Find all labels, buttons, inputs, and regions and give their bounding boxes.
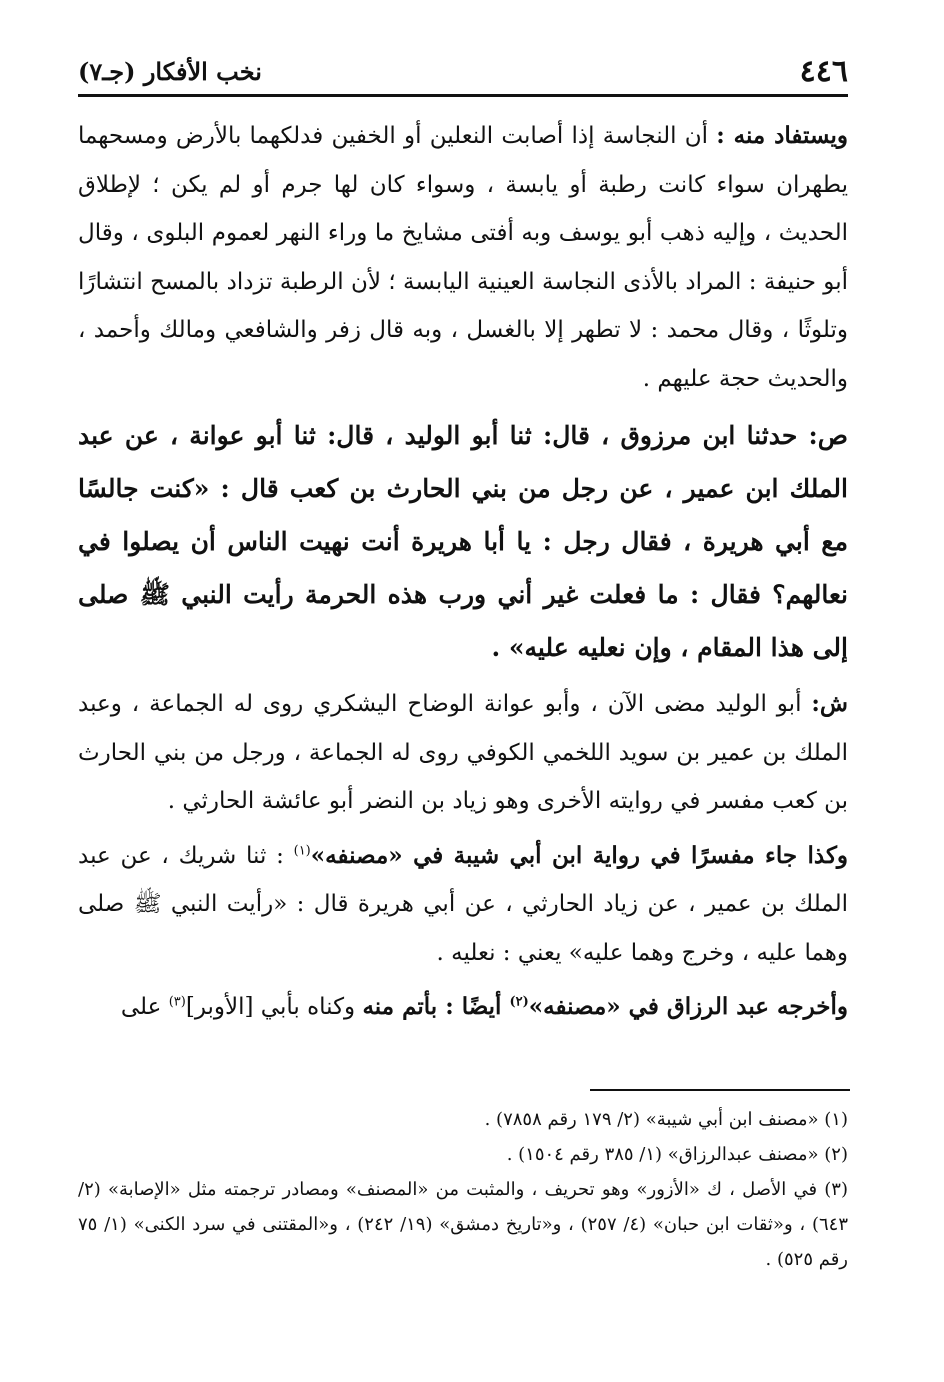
paragraph-abdurrazzaq [78,983,848,1032]
page-header [78,50,848,92]
paragraph-lead: وأخرجه عبد الرزاق في «مصنفه» [528,993,848,1020]
footnote-1: (١) «مصنف ابن أبي شيبة» (٢/ ١٧٩ رقم ٧٨٥٨) . [484,1109,848,1130]
footnote-ref[interactable]: (٢) [509,994,529,1010]
paragraph-lead: ش: [811,690,848,717]
header-rule [78,94,848,97]
paragraph-sharh [78,680,848,826]
paragraph-text: وكناه بأبي [الأوبر] [185,994,363,1020]
paragraph-text: أن النجاسة إذا أصابت النعلين أو الخفين فدلكهما بالأرض ومسحهما يطهران سواء كانت رطبة أو يابسة ، وسواء كان لها جرم أو لم يكن ؛ لإطلاق الحديث ، وإليه ذهب أبو يوسف وبه أفتى مشايخ ما وراء النهر لعموم البلوى ، وقال أبو حنيفة : المراد بالأذى النجاسة العينية اليابسة ؛ لأن الرطبة تزداد بالمسح انتشارًا وتلوثًا ، وقال محمد : لا تطهر إلا بالغسل ، وبه قال زفر والشافعي ومالك وأحمد ، والحديث حجة عليهم . [78,123,848,392]
paragraph-lead-2: أيضًا : بأتم منه [362,993,510,1020]
footnote-3: (٣) في الأصل ، ك «الأزور» وهو تحريف ، والمثبت من «المصنف» ومصادر ترجمته مثل «الإصابة» (٢/ ٦٤٣) ، و«ثقات ابن حبان» (٤/ ٢٥٧) ، و«تاريخ دمشق» (١٩/ ٢٤٢) ، و«المقتنى في سرد الكنى» (١/ ٧٥ رقم ٥٢٥) . [78,1179,848,1270]
page-number: ٤٤٦ [799,53,848,89]
footnote-ref[interactable]: (٣) [168,994,186,1010]
paragraph-commentary [78,112,848,403]
paragraph-text: أبو الوليد مضى الآن ، وأبو عوانة الوضاح اليشكري روى له الجماعة ، وعبد الملك بن عمير بن سويد اللخمي الكوفي روى له الجماعة ، ورجل من بني الحارث بن كعب مفسر في روايته الأخرى وهو زياد بن النضر أبو عائشة الحارثي . [78,691,848,814]
paragraph-text-2: على [120,994,169,1020]
footnotes [78,1102,848,1277]
hadith-text: ص: حدثنا ابن مرزوق ، قال: ثنا أبو الوليد ، قال: ثنا أبو عوانة ، عن عبد الملك ابن عمير ، عن رجل من بني الحارث بن كعب قال : «كنت جالسًا مع أبي هريرة ، فقال رجل : يا أبا هريرة أنت نهيت الناس أن يصلوا في نعالهم؟ فقال : ما فعلت غير أني ورب هذه الحرمة رأيت النبي ﷺ صلى إلى هذا المقام ، وإن نعليه عليه» . [78,421,848,662]
footnote-ref[interactable]: (١) [293,842,311,858]
paragraph-lead: ويستفاد منه : [716,122,848,149]
footnote-2: (٢) «مصنف عبدالرزاق» (١/ ٣٨٥ رقم ١٥٠٤) . [506,1144,848,1165]
footnote-rule [590,1089,850,1091]
paragraph-hadith [78,409,848,674]
paragraph-ibn-abi-shaybah [78,832,848,978]
paragraph-lead: وكذا جاء مفسرًا في رواية ابن أبي شيبة في «مصنفه» [310,841,849,869]
paragraph-text: : ثنا شريك ، عن عبد الملك بن عمير ، عن زياد الحارثي ، عن أبي هريرة قال : «رأيت النبي ﷺ صلى وهما عليه ، وخرج وهما عليه» يعني : نعليه . [78,842,848,966]
running-title: نخب الأفكار (جـ٧) [78,56,262,86]
main-text [78,112,848,1038]
